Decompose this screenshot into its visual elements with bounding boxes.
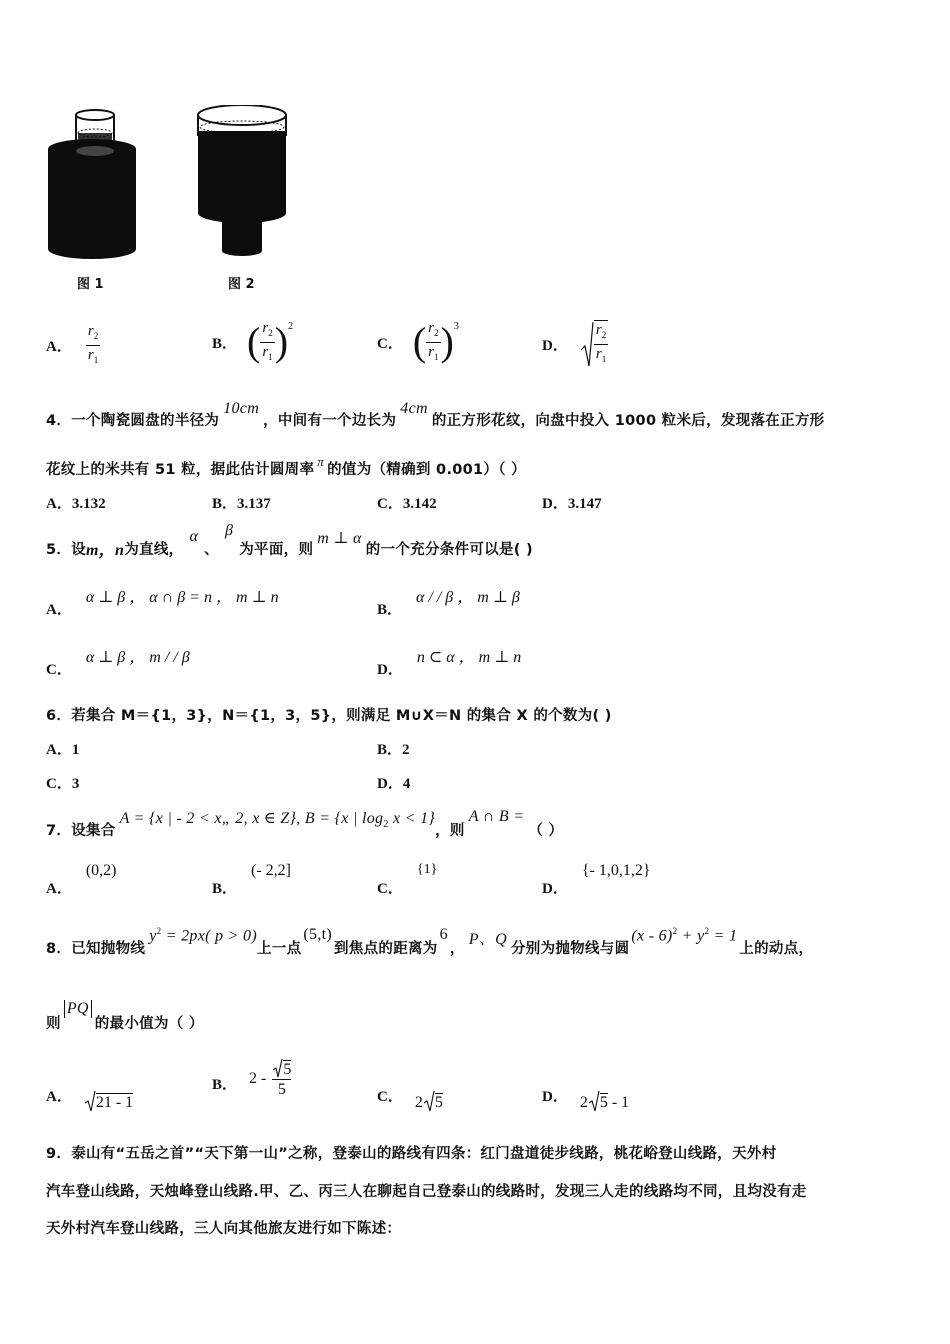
q3-option-c[interactable]: [377, 312, 459, 372]
q8-stem-line2: 则 PQ 的最小值为（ ）: [46, 1000, 204, 1032]
q8-option-d[interactable]: D． 2 5 - 1: [542, 1088, 630, 1111]
q3-option-c-expression: ( $\frac{r_2}{r_1}$ ) 3: [412, 319, 459, 364]
q9-line1: 9．泰山有“五岳之首”“天下第一山”之称，登泰山的路线有四条：红门盘道徒步线路，桃花峪登山线路，天外村: [46, 1146, 777, 1162]
radical-sign-icon: [580, 320, 594, 368]
radical-sign-icon: [588, 1090, 600, 1112]
figure-2-cylinders: [190, 105, 300, 265]
q3-option-a-label: A．: [46, 338, 72, 355]
q6-stem: 6．若集合 M＝{1，3}，N＝{1，3，5}，则满足 M∪X＝N 的集合 X 的个数为( ): [46, 708, 612, 724]
q7-set-expression: A = {x | - 2 < x„ 2, x ∈ Z}, B = {x | $\log_2 x < 1$}: [119, 810, 436, 831]
q4-pi-symbol: π: [317, 454, 325, 469]
q7-intersection: A ∩ B =: [468, 808, 525, 825]
q4-option-d[interactable]: D．3.147: [542, 496, 602, 512]
q4-option-b[interactable]: B．3.137: [212, 496, 271, 512]
q3-option-b-expression: ( $\frac{r_2}{r_1}$ ) 2: [247, 319, 294, 364]
radical-sign-icon: [84, 1090, 96, 1112]
q9-line3: 天外村汽车登山线路，三人向其他旅友进行如下陈述：: [46, 1221, 402, 1237]
q3-option-b-label: B．: [212, 335, 238, 352]
q4-option-a[interactable]: A．3.132: [46, 496, 106, 512]
radical-sign-icon: [272, 1058, 283, 1078]
figure-1-caption: 图 1: [77, 277, 104, 292]
q7-option-c[interactable]: C． {1}: [377, 862, 438, 897]
q7-option-a[interactable]: A． (0,2): [46, 862, 117, 897]
q5-beta: β: [224, 522, 234, 539]
q4-stem-line1: 4．一个陶瓷圆盘的半径为 10cm ，中间有一个边长为 4cm 的正方形花纹，向盘中投入 1000 粒米后，发现落在正方形: [46, 400, 825, 429]
q5-option-a[interactable]: A． α ⊥ β ， α ∩ β = n ， m ⊥ n: [46, 589, 279, 618]
q9-line2: 汽车登山线路，天烛峰登山线路.甲、乙、丙三人在聊起自己登泰山的线路时，发现三人走的线路均不同，且均没有走: [46, 1184, 807, 1200]
q3-option-b-exponent: 2: [288, 320, 294, 332]
q8-distance: 6: [439, 926, 448, 943]
q5-option-c[interactable]: C． α ⊥ β ， m / / β: [46, 649, 190, 678]
radical-sign-icon: [423, 1090, 435, 1112]
q3-option-a[interactable]: [46, 322, 100, 368]
q5-stem: 5．设 m，n 为直线， α 、 β 为平面，则 m ⊥ α 的一个充分条件可以是( ): [46, 522, 533, 559]
q3-option-c-label: C．: [377, 335, 403, 352]
q7-option-d[interactable]: D． {- 1,0,1,2}: [542, 862, 651, 897]
q6-option-b[interactable]: B．2: [377, 742, 410, 758]
q8-abs-pq: PQ: [64, 1000, 92, 1018]
q5-alpha: α: [189, 528, 199, 545]
q7-option-b[interactable]: B． (- 2,2]: [212, 862, 291, 897]
q8-option-a[interactable]: A． 21 - 1: [46, 1088, 134, 1111]
q8-points-pq: P、Q: [468, 931, 507, 948]
q3-option-a-fraction: $\frac{r_2}{r_1}$: [87, 322, 99, 365]
q6-option-a[interactable]: A．1: [46, 742, 80, 758]
q3-option-d-expression: $\frac{r_2}{r_1}$: [580, 320, 608, 368]
q8-circle: $(x - 6)^2 + y^2 = 1$: [631, 926, 738, 945]
q4-radius-value: 10cm: [223, 400, 260, 417]
q4-option-c[interactable]: C．3.142: [377, 496, 437, 512]
q8-option-b[interactable]: B． 2 - 5 5: [212, 1058, 291, 1100]
q4-stem-line2: 花纹上的米共有 51 粒，据此估计圆周率 π 的值为（精确到 0.001）（ ）: [46, 454, 526, 478]
figure-2-caption: 图 2: [228, 277, 255, 292]
q3-option-c-exponent: 3: [453, 320, 459, 332]
q8-parabola: $y^2 = 2px$( p > 0): [149, 926, 257, 945]
q6-option-d[interactable]: D．4: [377, 776, 411, 792]
q8-stem-line1: 8．已知抛物线 $y^2 = 2px$( p > 0) 上一点 (5,t) 到焦点的距离为 6 ， P、Q 分别为抛物线与圆 $(x - 6)^2 + y^2 = 1$ 上的动点，: [46, 926, 814, 957]
q3-option-d-label: D．: [542, 337, 568, 354]
q7-stem: 7．设集合 A = {x | - 2 < x„ 2, x ∈ Z}, B = {x | $\log_2 x < 1$} ，则 A ∩ B = （ ）: [46, 808, 564, 839]
q5-option-d[interactable]: D． n ⊂ α ， m ⊥ n: [377, 649, 522, 678]
q5-condition: m ⊥ α: [317, 530, 362, 547]
q8-option-c[interactable]: C． 2 5: [377, 1088, 443, 1111]
q5-option-b[interactable]: B． α / / β ， m ⊥ β: [377, 589, 520, 618]
figure-1-cylinders: [40, 105, 150, 265]
q6-option-c[interactable]: C．3: [46, 776, 80, 792]
q3-option-b[interactable]: [212, 312, 293, 372]
q4-side-value: 4cm: [400, 400, 428, 417]
q3-option-d[interactable]: [542, 318, 608, 370]
q8-point: (5,t): [303, 926, 332, 943]
